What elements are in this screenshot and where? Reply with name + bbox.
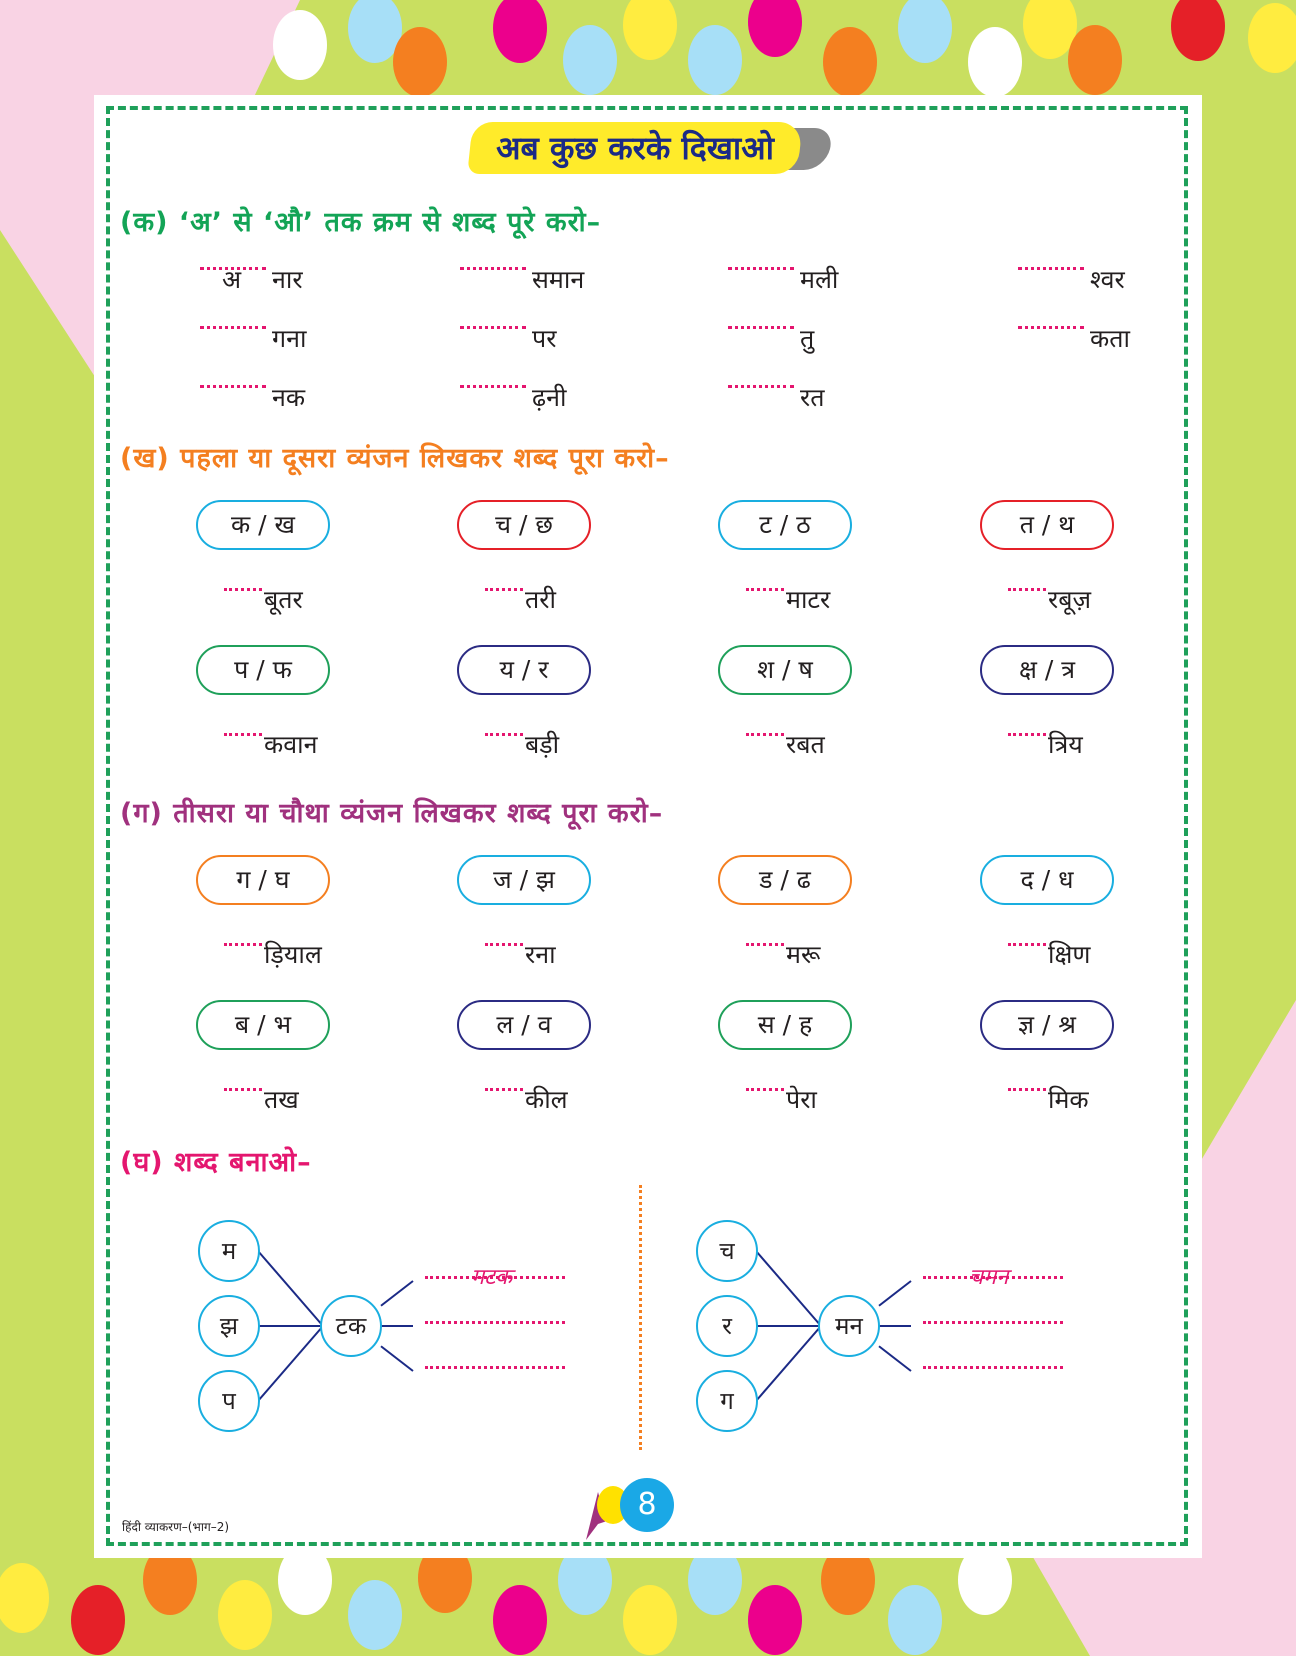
- word-fragment: कील: [525, 1085, 568, 1114]
- book-title-footer: हिंदी व्याकरण–(भाग–2): [122, 1520, 230, 1534]
- letter-choice-pill: स / ह: [718, 1000, 852, 1050]
- example-answer: मटक: [471, 1265, 513, 1290]
- word-fragment: श्वर: [1090, 265, 1125, 294]
- letter-choice-pill: ड / ढ: [718, 855, 852, 905]
- word-fragment: मली: [800, 265, 839, 294]
- letter-choice-pill: ल / व: [457, 1000, 591, 1050]
- answer-blank[interactable]: [923, 1366, 1063, 1369]
- letter-circle: प: [198, 1370, 260, 1432]
- connector-line: [756, 1326, 821, 1401]
- word-fragment: मिक: [1048, 1085, 1089, 1114]
- section-kha-heading: (ख) पहला या दूसरा व्यंजन लिखकर शब्द पूरा करो–: [120, 443, 670, 474]
- word-fragment: ड़ियाल: [264, 940, 322, 969]
- letter-choice-pill: क्ष / त्र: [980, 645, 1114, 695]
- letter-circle: च: [696, 1220, 758, 1282]
- letter-choice-pill: प / फ: [196, 645, 330, 695]
- prefilled-letter: अ: [222, 265, 242, 294]
- word-fragment: बड़ी: [525, 730, 560, 759]
- word-fragment: तरी: [525, 585, 556, 614]
- word-fragment: रत: [800, 383, 825, 412]
- word-fragment: रबत: [786, 730, 825, 759]
- word-fragment: मरू: [786, 940, 821, 969]
- letter-choice-pill: ग / घ: [196, 855, 330, 905]
- word-fragment: नार: [272, 265, 303, 294]
- answer-blank[interactable]: [425, 1321, 565, 1324]
- section-ga-heading: (ग) तीसरा या चौथा व्यंजन लिखकर शब्द पूरा करो–: [120, 798, 664, 829]
- word-fragment: त्रिय: [1048, 730, 1083, 759]
- center-syllable-circle: टक: [320, 1295, 382, 1357]
- word-fragment: तख: [264, 1085, 299, 1114]
- word-fragment: पेरा: [786, 1085, 817, 1114]
- letter-choice-pill: च / छ: [457, 500, 591, 550]
- center-syllable-circle: मन: [818, 1295, 880, 1357]
- word-fragment: ढ़नी: [532, 383, 567, 412]
- word-fragment: रना: [525, 940, 556, 969]
- letter-choice-pill: त / थ: [980, 500, 1114, 550]
- connector-line: [381, 1281, 413, 1306]
- word-fragment: गना: [272, 324, 307, 353]
- connector-line: [258, 1326, 323, 1401]
- word-fragment: रबूज़: [1048, 585, 1092, 614]
- letter-choice-pill: ज्ञ / श्र: [980, 1000, 1114, 1050]
- word-fragment: पर: [532, 324, 557, 353]
- example-answer: चमन: [969, 1265, 1009, 1290]
- word-fragment: तु: [800, 324, 815, 353]
- word-fragment: कता: [1090, 324, 1130, 353]
- letter-circle: र: [696, 1295, 758, 1357]
- connector-line: [258, 1251, 323, 1326]
- letter-choice-pill: ट / ठ: [718, 500, 852, 550]
- page-number: 8: [620, 1478, 674, 1532]
- letter-circle: म: [198, 1220, 260, 1282]
- answer-blank[interactable]: [923, 1321, 1063, 1324]
- letter-circle: झ: [198, 1295, 260, 1357]
- letter-choice-pill: ब / भ: [196, 1000, 330, 1050]
- word-fragment: बूतर: [264, 585, 303, 614]
- letter-choice-pill: द / ध: [980, 855, 1114, 905]
- word-fragment: कवान: [264, 730, 318, 759]
- connector-line: [879, 1346, 911, 1371]
- section-gha-heading: (घ) शब्द बनाओ–: [120, 1147, 312, 1178]
- letter-choice-pill: ज / झ: [457, 855, 591, 905]
- word-fragment: नक: [272, 383, 306, 412]
- page-title: अब कुछ करके दिखाओ: [496, 129, 774, 167]
- connector-line: [879, 1281, 911, 1306]
- connector-line: [756, 1251, 821, 1326]
- word-fragment: समान: [532, 265, 585, 294]
- word-fragment: माटर: [786, 585, 831, 614]
- letter-circle: ग: [696, 1370, 758, 1432]
- letter-choice-pill: य / र: [457, 645, 591, 695]
- section-ka-heading: (क) ‘अ’ से ‘औ’ तक क्रम से शब्द पूरे करो–: [120, 207, 602, 238]
- letter-choice-pill: क / ख: [196, 500, 330, 550]
- letter-choice-pill: श / ष: [718, 645, 852, 695]
- answer-blank[interactable]: [425, 1366, 565, 1369]
- connector-line: [381, 1346, 413, 1371]
- word-fragment: क्षिण: [1048, 940, 1091, 969]
